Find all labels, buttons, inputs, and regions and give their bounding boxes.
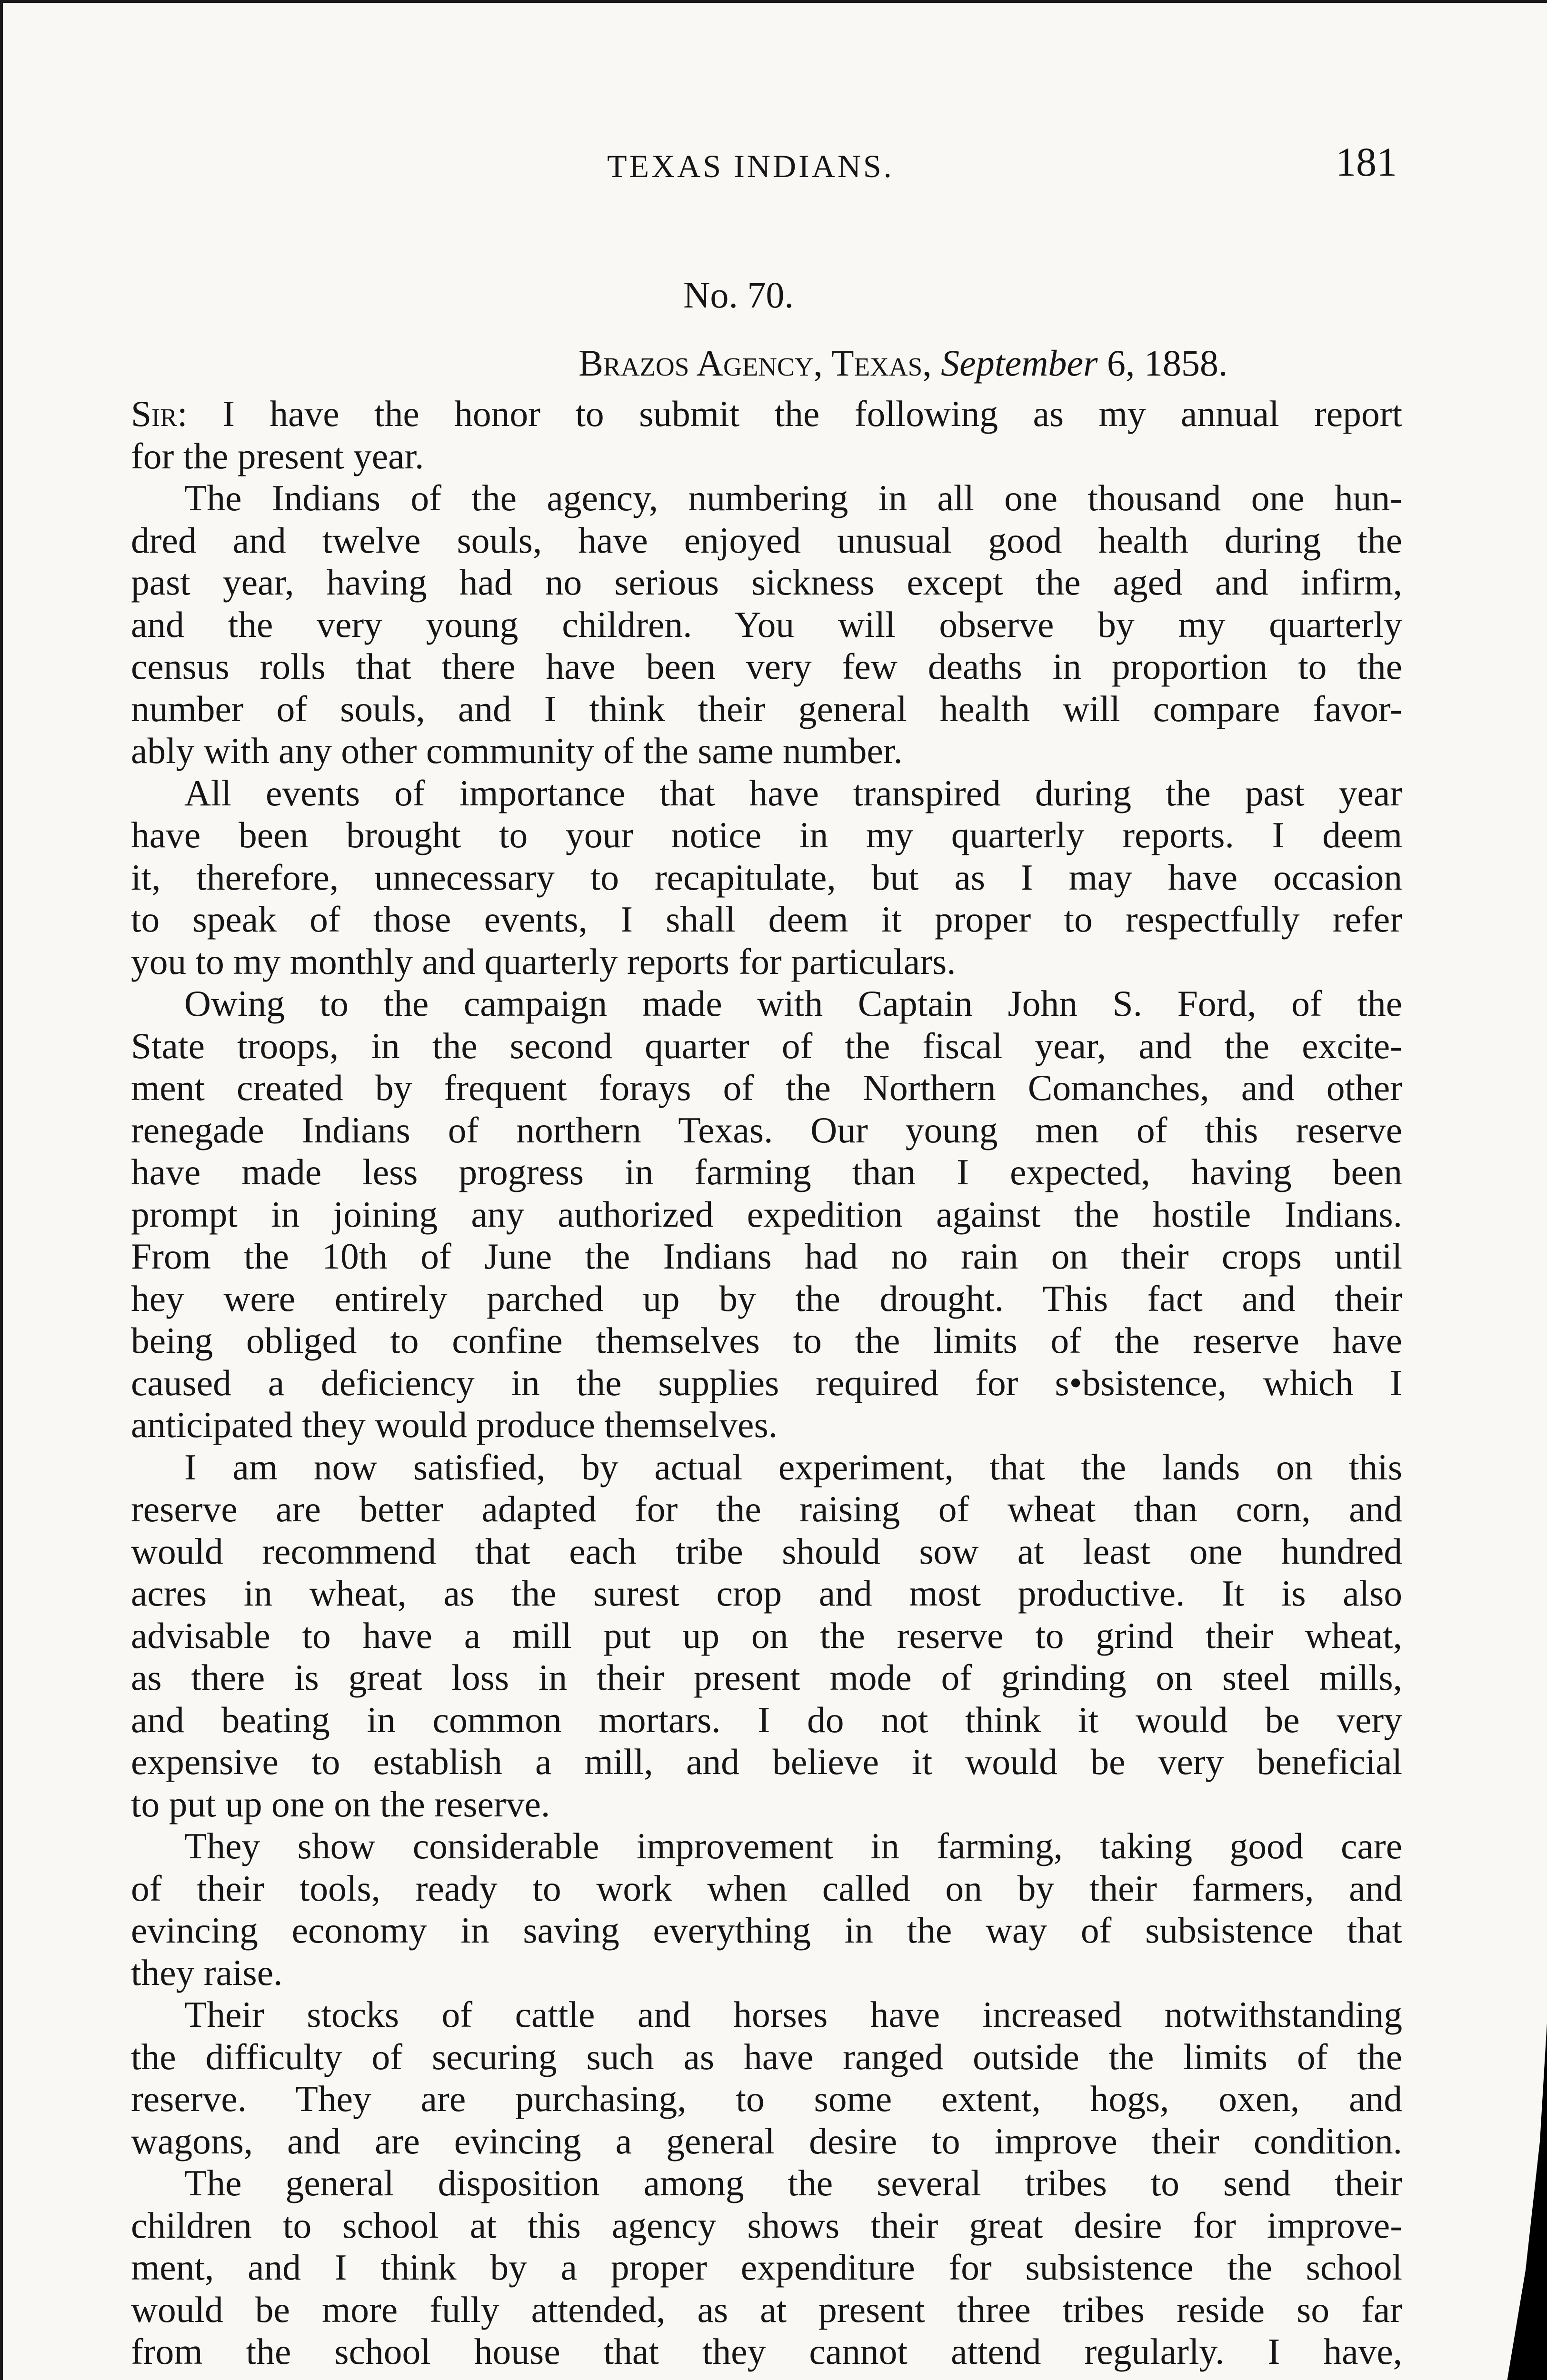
text-line: have been brought to your notice in my quarterly reports. I deem	[131, 814, 1402, 855]
text-line: dred and twelve souls, have enjoyed unusual good health during the	[131, 519, 1402, 561]
text-line: of their tools, ready to work when called on by their farmers, and	[131, 1867, 1402, 1909]
text-line: and beating in common mortars. I do not think it would be very	[131, 1699, 1402, 1740]
dateline-day-year: 6, 1858.	[1107, 342, 1228, 384]
text-line: acres in wheat, as the surest crop and most productive. It is also	[131, 1573, 1402, 1614]
running-title: TEXAS INDIANS.	[607, 148, 894, 184]
text-line: and the very young children. You will observe by my quarterly	[131, 604, 1402, 645]
text-line: caused a deficiency in the supplies required for s•bsistence, which I	[131, 1362, 1402, 1403]
page-header	[0, 138, 1547, 190]
text-line: would recommend that each tribe should sow at least one hundred	[131, 1530, 1402, 1572]
line-text: : I have the honor to submit the following as my annual report	[177, 393, 1402, 434]
torn-corner-shadow	[1404, 2023, 1547, 2380]
text-line: from the school house that they cannot attend regularly. I have,	[131, 2331, 1402, 2372]
text-line: children to school at this agency shows their great desire for improve-	[131, 2204, 1402, 2246]
text-line: reserve. They are purchasing, to some extent, hogs, oxen, and	[131, 2078, 1402, 2119]
text-line: the difficulty of securing such as have ranged outside the limits of the	[131, 2036, 1402, 2077]
text-line: All events of importance that have transpired during the past year	[184, 772, 1402, 813]
text-line: census rolls that there have been very few deaths in proportion to the	[131, 646, 1402, 687]
text-line: ment, and I think by a proper expenditure for subsistence the school	[131, 2247, 1402, 2288]
text-line: I am now satisfied, by actual experiment, that the lands on this	[184, 1446, 1402, 1488]
dateline-month: September	[941, 342, 1098, 384]
text-line: they raise.	[131, 1952, 283, 1993]
salutation: Sir	[131, 393, 178, 434]
text-line: anticipated they would produce themselves.	[131, 1404, 778, 1445]
text-line: would be more fully attended, as at present three tribes reside so far	[131, 2289, 1402, 2330]
text-line: hey were entirely parched up by the drought. This fact and their	[131, 1278, 1402, 1319]
text-line: Owing to the campaign made with Captain John S. Ford, of the	[184, 983, 1402, 1024]
text-line: past year, having had no serious sickness except the aged and infirm,	[131, 562, 1402, 603]
text-line: for the present year.	[131, 435, 424, 476]
text-line: The general disposition among the several tribes to send their	[184, 2162, 1402, 2203]
text-line: The Indians of the agency, numbering in all one thousand one hun-	[184, 477, 1402, 518]
document-number: No. 70.	[683, 274, 794, 316]
dateline	[579, 342, 1228, 385]
text-line	[131, 393, 1402, 435]
text-line: From the 10th of June the Indians had no rain on their crops until	[131, 1236, 1402, 1277]
text-line: advisable to have a mill put up on the reserve to grind their wheat,	[131, 1615, 1402, 1656]
letter-body	[131, 393, 1402, 2373]
text-line: you to my monthly and quarterly reports for particulars.	[131, 941, 956, 982]
text-line: being obliged to confine themselves to the limits of the reserve have	[131, 1320, 1402, 1361]
text-line: ably with any other community of the same number.	[131, 730, 903, 771]
text-line: as there is great loss in their present mode of grinding on steel mills,	[131, 1657, 1402, 1698]
text-line: it, therefore, unnecessary to recapitulate, but as I may have occasion	[131, 856, 1402, 898]
page-number: 181	[1336, 139, 1397, 185]
text-line: ment created by frequent forays of the Northern Comanches, and other	[131, 1067, 1402, 1108]
text-line: wagons, and are evincing a general desire to improve their condition.	[131, 2120, 1402, 2162]
text-line: State troops, in the second quarter of the fiscal year, and the excite-	[131, 1025, 1402, 1066]
text-line: number of souls, and I think their general health will compare favor-	[131, 688, 1402, 729]
text-line: to speak of those events, I shall deem it proper to respectfully refer	[131, 899, 1402, 940]
text-line: They show considerable improvement in farming, taking good care	[184, 1825, 1402, 1866]
text-line: Their stocks of cattle and horses have increased notwithstanding	[184, 1994, 1402, 2035]
dateline-place: Brazos Agency, Texas,	[579, 342, 932, 384]
text-line: prompt in joining any authorized expedition against the hostile Indians.	[131, 1193, 1402, 1235]
text-line: reserve are better adapted for the raising of wheat than corn, and	[131, 1488, 1402, 1529]
text-line: to put up one on the reserve.	[131, 1783, 550, 1825]
text-line: renegade Indians of northern Texas. Our young men of this reserve	[131, 1109, 1402, 1150]
text-line: have made less progress in farming than I expected, having been	[131, 1151, 1402, 1192]
text-line: evincing economy in saving everything in the way of subsistence that	[131, 1910, 1402, 1951]
text-line: expensive to establish a mill, and believe it would be very beneficial	[131, 1741, 1402, 1782]
